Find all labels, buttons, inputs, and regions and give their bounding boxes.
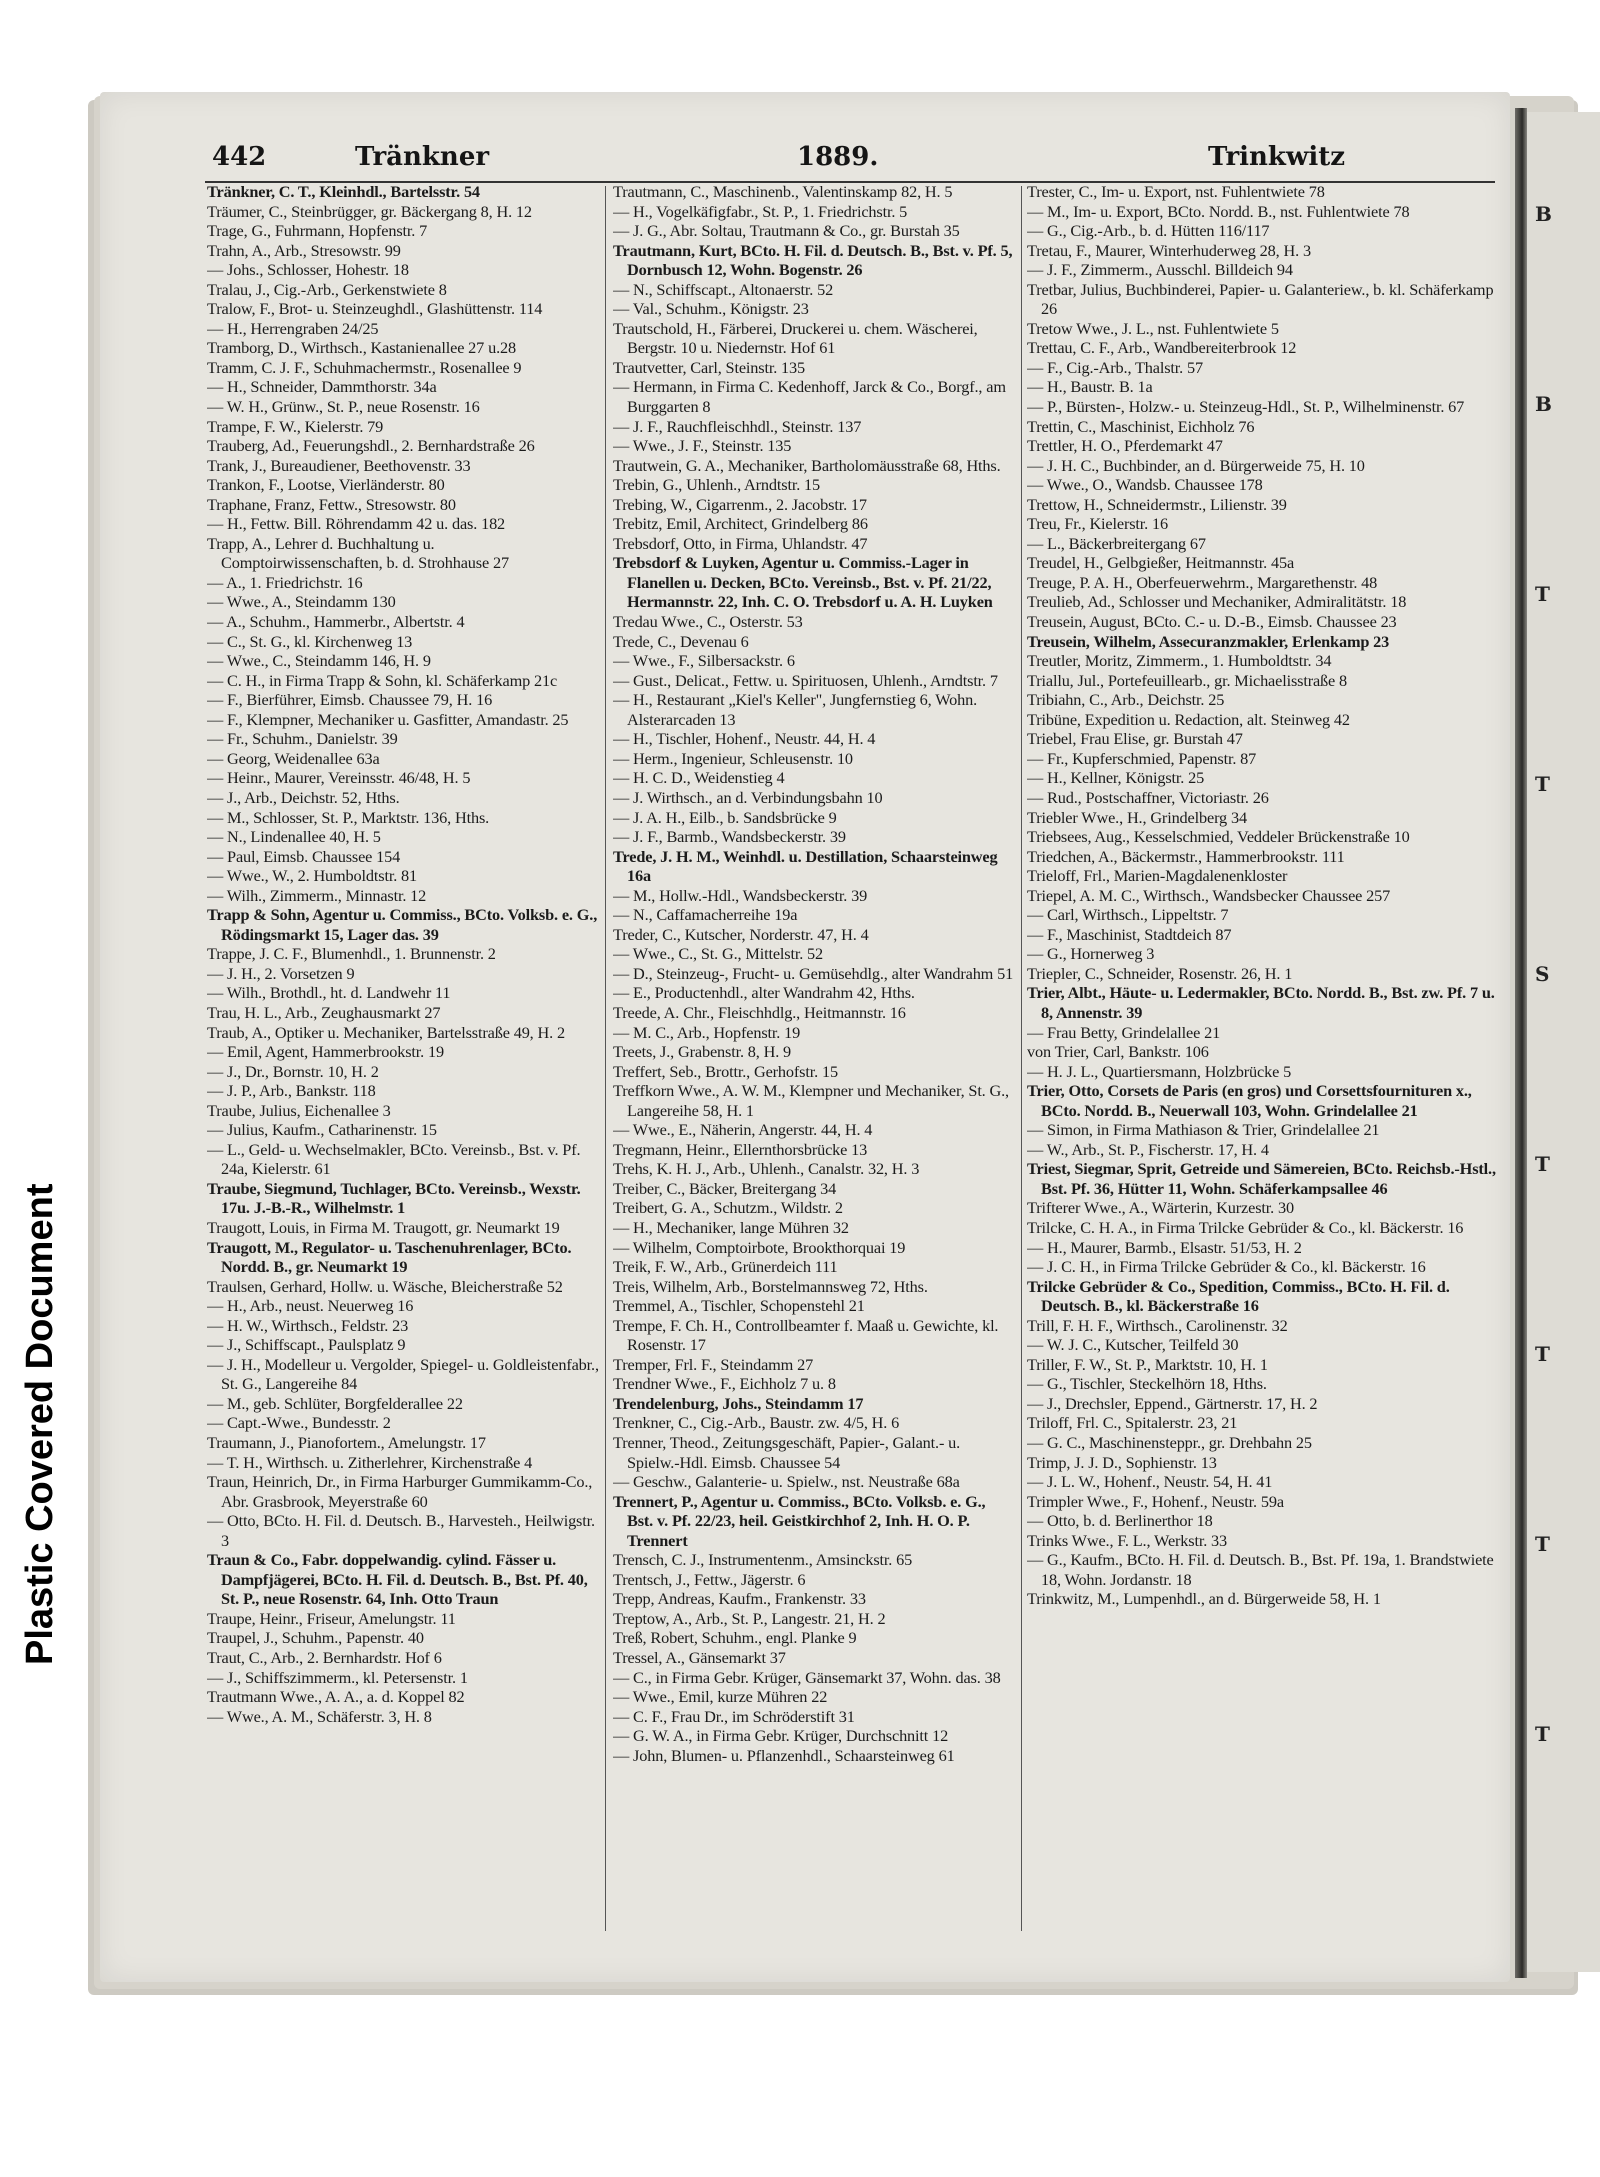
directory-entry: Trier, Albt., Häute- u. Ledermakler, BCto. Nordd. B., Bst. zw. Pf. 7 u. 8, Annenstr. 39 — [1027, 983, 1495, 1022]
directory-entry: — Rud., Postschaffner, Victoriastr. 26 — [1027, 787, 1269, 807]
directory-entry: Tregmann, Heinr., Ellernthorsbrücke 13 — [613, 1139, 868, 1159]
directory-entry: — Georg, Weidenallee 63a — [207, 748, 380, 768]
directory-entry: — J. F., Barmb., Wandsbeckerstr. 39 — [613, 827, 846, 847]
directory-entry: — J. H. C., Buchbinder, an d. Bürgerweide 75, H. 10 — [1027, 455, 1365, 475]
directory-entry: — Emil, Agent, Hammerbrookstr. 19 — [207, 1042, 444, 1062]
directory-entry: Triepel, A. M. C., Wirthsch., Wandsbecker Chaussee 257 — [1027, 885, 1391, 905]
directory-entry: — Otto, BCto. H. Fil. d. Deutsch. B., Harvesteh., Heilwigstr. 3 — [207, 1511, 595, 1550]
directory-entry: — G., Cig.-Arb., b. d. Hütten 116/117 — [1027, 221, 1270, 241]
directory-entry: — Wwe., J. F., Steinstr. 135 — [613, 436, 792, 456]
directory-entry: — F., Maschinist, Stadtdeich 87 — [1027, 924, 1232, 944]
directory-entry: — Wwe., Emil, kurze Mühren 22 — [613, 1687, 828, 1707]
facing-page-fragment: T — [1535, 1722, 1550, 1746]
directory-entry: — W. J. C., Kutscher, Teilfeld 30 — [1027, 1335, 1239, 1355]
directory-entry: Traupe, Heinr., Friseur, Amelungstr. 11 — [207, 1608, 456, 1628]
directory-column-2 — [613, 182, 1015, 1937]
directory-entry: — Heinr., Maurer, Vereinsstr. 46/48, H. 5 — [207, 768, 471, 788]
directory-entry: Tressel, A., Gänsemarkt 37 — [613, 1648, 786, 1668]
directory-entry: Trifterer Wwe., A., Wärterin, Kurzestr. 30 — [1027, 1198, 1294, 1218]
directory-entry: Tredau Wwe., C., Osterstr. 53 — [613, 612, 803, 632]
directory-entry: — N., Schiffscapt., Altonaerstr. 52 — [613, 279, 834, 299]
directory-entry: Trinks Wwe., F. L., Werkstr. 33 — [1027, 1530, 1228, 1550]
directory-entry: Tremper, Frl. F., Steindamm 27 — [613, 1354, 814, 1374]
directory-entry: — Wwe., C., Steindamm 146, H. 9 — [207, 651, 431, 671]
directory-entry: — J., Drechsler, Eppend., Gärtnerstr. 17, H. 2 — [1027, 1393, 1318, 1413]
directory-entry: — G. C., Maschinensteppr., gr. Drehbahn 25 — [1027, 1433, 1312, 1452]
directory-entry: — A., 1. Friedrichstr. 16 — [207, 572, 363, 592]
directory-entry: Traphane, Franz, Fettw., Stresowstr. 80 — [207, 494, 456, 514]
directory-entry: — J. H., 2. Vorsetzen 9 — [207, 963, 355, 983]
directory-entry: Triedchen, A., Bäckermstr., Hammerbrookstr. 111 — [1027, 846, 1345, 866]
directory-entry: — F., Bierführer, Eimsb. Chaussee 79, H. 16 — [207, 690, 493, 710]
directory-entry: — F., Cig.-Arb., Thalstr. 57 — [1027, 357, 1204, 377]
directory-entry: Traugott, Louis, in Firma M. Traugott, gr. Neumarkt 19 — [207, 1217, 560, 1237]
directory-entry: Treptow, A., Arb., St. P., Langestr. 21, H. 2 — [613, 1608, 886, 1628]
column-divider — [1021, 186, 1022, 1931]
directory-entry: Traupel, J., Schuhm., Papenstr. 40 — [207, 1628, 424, 1648]
directory-entry: Trendner Wwe., F., Eichholz 7 u. 8 — [613, 1374, 836, 1394]
directory-entry: Trebin, G., Uhlenh., Arndtstr. 15 — [613, 475, 821, 495]
directory-entry: — H., Kellner, Königstr. 25 — [1027, 768, 1205, 788]
directory-entry: — A., Schuhm., Hammerbr., Albertstr. 4 — [207, 612, 465, 632]
directory-column-1 — [207, 182, 599, 1937]
directory-entry: Trahn, A., Arb., Stresowstr. 99 — [207, 240, 401, 260]
directory-entry: Trank, J., Bureaudiener, Beethovenstr. 33 — [207, 455, 471, 475]
directory-entry: Treets, J., Grabenstr. 8, H. 9 — [613, 1042, 792, 1062]
directory-entry: — Wwe., E., Näherin, Angerstr. 44, H. 4 — [613, 1120, 873, 1140]
directory-entry: — H., Baustr. B. 1a — [1027, 377, 1153, 397]
directory-entry: — Simon, in Firma Mathiason & Trier, Grindelallee 21 — [1027, 1120, 1380, 1140]
directory-entry: — C. F., Frau Dr., im Schröderstift 31 — [613, 1706, 855, 1726]
directory-entry: Tremmel, A., Tischler, Schopenstehl 21 — [613, 1296, 865, 1316]
directory-entry: Trettin, C., Maschinist, Eichholz 76 — [1027, 416, 1255, 436]
facing-page-fragment: T — [1535, 1342, 1550, 1366]
facing-page-fragment: T — [1535, 772, 1550, 796]
directory-entry: Trampe, F. W., Kielerstr. 79 — [207, 416, 384, 436]
directory-entry: Tribiahn, C., Arb., Deichstr. 25 — [1027, 690, 1225, 710]
directory-entry: — H., Fettw. Bill. Röhrendamm 42 u. das. 182 — [207, 514, 506, 534]
directory-entry: Tralow, F., Brot- u. Steinzeughdl., Glashüttenstr. 114 — [207, 299, 543, 319]
directory-entry: — H. W., Wirthsch., Feldstr. 23 — [207, 1315, 409, 1335]
facing-page-fragment: B — [1535, 392, 1552, 416]
directory-entry: — Herm., Ingenieur, Schleusenstr. 10 — [613, 748, 853, 768]
directory-entry: Trier, Otto, Corsets de Paris (en gros) und Corsettsfournituren x., BCto. Nordd. B., Neuerwall 103, Wohn. Grindelallee 21 — [1027, 1081, 1472, 1120]
directory-entry: — Wilh., Brothdl., ht. d. Landwehr 11 — [207, 983, 451, 1003]
directory-entry: Tramm, C. J. F., Schuhmachermstr., Rosenallee 9 — [207, 357, 522, 377]
directory-entry: — Carl, Wirthsch., Lippeltstr. 7 — [1027, 905, 1229, 925]
directory-entry: — J., Schiffscapt., Paulsplatz 9 — [207, 1335, 406, 1355]
directory-entry: — W., Arb., St. P., Fischerstr. 17, H. 4 — [1027, 1139, 1269, 1159]
directory-entry: — G., Hornerweg 3 — [1027, 944, 1155, 964]
directory-entry: Trempe, F. Ch. H., Controllbeamter f. Maaß u. Gewichte, kl. Rosenstr. 17 — [613, 1315, 999, 1355]
directory-entry: — Julius, Kaufm., Catharinenstr. 15 — [207, 1120, 437, 1140]
directory-entry: — Wwe., A. M., Schäferstr. 3, H. 8 — [207, 1706, 432, 1726]
directory-entry: Treusein, Wilhelm, Assecuranzmakler, Erlenkamp 23 — [1027, 631, 1390, 651]
directory-entry: — Wwe., A., Steindamm 130 — [207, 592, 396, 612]
directory-entry: Trau, H. L., Arb., Zeughausmarkt 27 — [207, 1002, 441, 1022]
directory-entry: — Frau Betty, Grindelallee 21 — [1027, 1022, 1221, 1042]
directory-entry: — H., Maurer, Barmb., Elsastr. 51/53, H. 2 — [1027, 1237, 1302, 1257]
directory-entry: — G., Kaufm., BCto. H. Fil. d. Deutsch. B., Bst. Pf. 19a, 1. Brandstwiete 18, Wohn. Jordanstr. 18 — [1027, 1550, 1494, 1589]
directory-entry: — H. C. D., Weidenstieg 4 — [613, 768, 785, 788]
directory-entry: — H., Herrengraben 24/25 — [207, 318, 379, 338]
directory-entry: — H., Vogelkäfigfabr., St. P., 1. Friedrichstr. 5 — [613, 201, 908, 221]
directory-entry: — D., Steinzeug-, Frucht- u. Gemüsehdlg., alter Wandrahm 51 — [613, 963, 1014, 983]
directory-entry: Tretow Wwe., J. L., nst. Fuhlentwiete 5 — [1027, 318, 1279, 338]
directory-entry: Treik, F. W., Arb., Grünerdeich 111 — [613, 1257, 838, 1277]
directory-entry: Tretbar, Julius, Buchbinderei, Papier- u. Galanteriew., b. kl. Schäferkamp 26 — [1027, 279, 1494, 319]
directory-entry: — Wwe., O., Wandsb. Chaussee 178 — [1027, 475, 1263, 495]
plastic-covered-label-text: Plastic Covered Document — [19, 1183, 61, 1665]
directory-entry: — J., Dr., Bornstr. 10, H. 2 — [207, 1061, 379, 1081]
directory-entry: Traumann, J., Pianofortem., Amelungstr. 17 — [207, 1433, 486, 1452]
directory-entry: — Wwe., W., 2. Humboldtstr. 81 — [207, 866, 418, 886]
directory-entry: — Geschw., Galanterie- u. Spielw., nst. Neustraße 68a — [613, 1472, 960, 1492]
directory-entry: Treffert, Seb., Brottr., Gerhofstr. 15 — [613, 1061, 838, 1081]
directory-entry: Triebsees, Aug., Kesselschmied, Veddeler Brückenstraße 10 — [1027, 827, 1410, 847]
facing-page-fragment: S — [1535, 962, 1550, 986]
directory-entry: Trieloff, Frl., Marien-Magdalenenkloster — [1027, 866, 1288, 886]
directory-entry: Trenkner, C., Cig.-Arb., Baustr. zw. 4/5, H. 6 — [613, 1413, 900, 1433]
directory-entry: — H., Tischler, Hohenf., Neustr. 44, H. 4 — [613, 729, 876, 749]
directory-entry: — J. P., Arb., Bankstr. 118 — [207, 1081, 376, 1101]
directory-entry: — J. G., Abr. Soltau, Trautmann & Co., gr. Burstah 35 — [613, 221, 960, 241]
directory-entry: — John, Blumen- u. Pflanzenhdl., Schaarsteinweg 61 — [613, 1745, 955, 1765]
directory-entry: Trautmann Wwe., A. A., a. d. Koppel 82 — [207, 1687, 465, 1707]
directory-entry: Trede, J. H. M., Weinhdl. u. Destillation, Schaarsteinweg 16a — [613, 846, 998, 886]
directory-column-3 — [1027, 182, 1509, 1937]
facing-page-edge — [1527, 112, 1600, 1972]
directory-entry: — Gust., Delicat., Fettw. u. Spirituosen, Uhlenh., Arndtstr. 7 — [613, 670, 998, 690]
directory-entry: Trapp, A., Lehrer d. Buchhaltung u. Comptoirwissenschaften, b. d. Strohhause 27 — [207, 533, 509, 573]
directory-entry: Trester, C., Im- u. Export, nst. Fuhlentwiete 78 — [1027, 182, 1325, 201]
directory-entry: Triebler Wwe., H., Grindelberg 34 — [1027, 807, 1247, 827]
directory-entry: — M. C., Arb., Hopfenstr. 19 — [613, 1022, 801, 1042]
directory-entry: — M., geb. Schlüter, Borgfelderallee 22 — [207, 1393, 463, 1413]
directory-entry: Trebitz, Emil, Architect, Grindelberg 86 — [613, 514, 868, 534]
directory-entry: — Capt.-Wwe., Bundesstr. 2 — [207, 1413, 391, 1433]
directory-entry: — Wwe., C., St. G., Mittelstr. 52 — [613, 944, 824, 964]
directory-entry: — H., Mechaniker, lange Mühren 32 — [613, 1217, 849, 1237]
directory-entry: Trautvetter, Carl, Steinstr. 135 — [613, 357, 806, 377]
directory-entry: Trebing, W., Cigarrenm., 2. Jacobstr. 17 — [613, 494, 867, 514]
directory-entry: — Fr., Schuhm., Danielstr. 39 — [207, 729, 398, 749]
directory-entry: Traugott, M., Regulator- u. Taschenuhrenlager, BCto. Nordd. B., gr. Neumarkt 19 — [207, 1237, 572, 1277]
book-gutter — [1515, 108, 1527, 1978]
directory-entry: Triloff, Frl. C., Spitalerstr. 23, 21 — [1027, 1413, 1238, 1433]
header-year: 1889. — [797, 142, 879, 172]
directory-entry: — M., Im- u. Export, BCto. Nordd. B., nst. Fuhlentwiete 78 — [1027, 201, 1410, 221]
directory-entry: — C., in Firma Gebr. Krüger, Gänsemarkt 37, Wohn. das. 38 — [613, 1667, 1001, 1687]
directory-entry: Trilcke, C. H. A., in Firma Trilcke Gebrüder & Co., kl. Bäckerstr. 16 — [1027, 1217, 1464, 1237]
directory-entry: Trepp, Andreas, Kaufm., Frankenstr. 33 — [613, 1589, 866, 1609]
directory-entry: — Otto, b. d. Berlinerthor 18 — [1027, 1511, 1213, 1531]
directory-entry: — Paul, Eimsb. Chaussee 154 — [207, 846, 401, 866]
directory-entry: — Wwe., F., Silbersackstr. 6 — [613, 651, 795, 671]
column-divider — [605, 186, 606, 1931]
directory-entry: Trettler, H. O., Pferdemarkt 47 — [1027, 436, 1223, 456]
directory-entry: Trautmann, Kurt, BCto. H. Fil. d. Deutsch. B., Bst. v. Pf. 5, Dornbusch 12, Wohn. Bogenstr. 26 — [613, 240, 1013, 280]
directory-entry: — J., Arb., Deichstr. 52, Hths. — [207, 787, 400, 807]
directory-entry: — Fr., Kupferschmied, Papenstr. 87 — [1027, 748, 1257, 768]
directory-entry: Trettow, H., Schneidermstr., Lilienstr. 39 — [1027, 494, 1287, 514]
directory-entry: Trill, F. H. F., Wirthsch., Carolinenstr. 32 — [1027, 1315, 1288, 1335]
directory-entry: — J. A. H., Eilb., b. Sandsbrücke 9 — [613, 807, 837, 827]
directory-entry: — E., Productenhdl., alter Wandrahm 42, Hths. — [613, 983, 915, 1003]
directory-entry: Treuge, P. A. H., Oberfeuerwehrm., Margarethenstr. 48 — [1027, 572, 1378, 592]
directory-entry: — G. W. A., in Firma Gebr. Krüger, Durchschnitt 12 — [613, 1726, 949, 1746]
directory-entry: Trenner, Theod., Zeitungsgeschäft, Papier-, Galant.- u. Spielw.-Hdl. Eimsb. Chaussee 54 — [613, 1433, 961, 1472]
directory-entry: Treutler, Moritz, Zimmerm., 1. Humboldtstr. 34 — [1027, 651, 1332, 671]
directory-entry: — J. F., Zimmerm., Ausschl. Billdeich 94 — [1027, 260, 1293, 280]
facing-page-fragment: B — [1535, 202, 1552, 226]
directory-entry: Treis, Wilhelm, Arb., Borstelmannsweg 72, Hths. — [613, 1276, 928, 1296]
directory-entry: — J. H., Modelleur u. Vergolder, Spiegel- u. Goldleistenfabr., St. G., Langereihe 84 — [207, 1354, 599, 1394]
directory-entry: Traub, A., Optiker u. Mechaniker, Bartelsstraße 49, H. 2 — [207, 1022, 565, 1042]
directory-entry: von Trier, Carl, Bankstr. 106 — [1027, 1042, 1209, 1062]
directory-entry: — Val., Schuhm., Königstr. 23 — [613, 299, 809, 319]
directory-entry: Triebel, Frau Elise, gr. Burstah 47 — [1027, 729, 1243, 749]
directory-entry: Tramborg, D., Wirthsch., Kastanienallee 27 u.28 — [207, 338, 516, 358]
directory-entry: — M., Hollw.-Hdl., Wandsbeckerstr. 39 — [613, 885, 868, 905]
directory-entry: Trautwein, G. A., Mechaniker, Bartholomäusstraße 68, Hths. — [613, 455, 1001, 475]
directory-entry: Traun & Co., Fabr. doppelwandig. cylind. Fässer u. Dampfjägerei, BCto. H. Fil. d. Deutsch. B., Bst. Pf. 40, St. P., neue Rosenstr. 64, Inh. Otto Traun — [207, 1550, 588, 1609]
directory-entry: Trautschold, H., Färberei, Druckerei u. chem. Wäscherei, Bergstr. 10 u. Niedernstr. Hof 61 — [613, 318, 978, 358]
directory-entry: — W. H., Grünw., St. P., neue Rosenstr. 16 — [207, 397, 480, 417]
directory-entry: Trimpler Wwe., F., Hohenf., Neustr. 59a — [1027, 1491, 1284, 1511]
directory-entry: Tränkner, C. T., Kleinhdl., Bartelsstr. 54 — [207, 182, 480, 201]
directory-entry: Treß, Robert, Schuhm., engl. Planke 9 — [613, 1628, 857, 1648]
directory-entry: — Hermann, in Firma C. Kedenhoff, Jarck & Co., Borgf., am Burggarten 8 — [613, 377, 1006, 417]
directory-entry: — H. J. L., Quartiersmann, Holzbrücke 5 — [1027, 1061, 1292, 1081]
directory-entry: Treusein, August, BCto. C.- u. D.-B., Eimsb. Chaussee 23 — [1027, 612, 1397, 632]
page-number: 442 — [212, 142, 267, 172]
directory-entry: — T. H., Wirthsch. u. Zitherlehrer, Kirchenstraße 4 — [207, 1452, 533, 1472]
directory-entry: — L., Geld- u. Wechselmakler, BCto. Vereinsb., Bst. v. Pf. 24a, Kielerstr. 61 — [207, 1139, 581, 1179]
plastic-covered-label — [12, 1105, 72, 1665]
directory-entry: Trettau, C. F., Arb., Wandbereiterbrook 12 — [1027, 338, 1297, 358]
directory-entry: Traube, Siegmund, Tuchlager, BCto. Vereinsb., Wexstr. 17u. J.-B.-R., Wilhelmstr. 1 — [207, 1178, 581, 1218]
header-left-keyword: Tränkner — [355, 142, 490, 172]
directory-entry: — Wilh., Zimmerm., Minnastr. 12 — [207, 885, 427, 905]
directory-entry: — P., Bürsten-, Holzw.- u. Steinzeug-Hdl., St. P., Wilhelminenstr. 67 — [1027, 397, 1465, 417]
directory-entry: Treede, A. Chr., Fleischhdlg., Heitmannstr. 16 — [613, 1002, 906, 1022]
directory-entry: Trappe, J. C. F., Blumenhdl., 1. Brunnenstr. 2 — [207, 944, 496, 964]
directory-entry: — G., Tischler, Steckelhörn 18, Hths. — [1027, 1374, 1267, 1394]
header-right-keyword: Trinkwitz — [1208, 142, 1345, 172]
directory-entry: — J., Schiffszimmerm., kl. Petersenstr. 1 — [207, 1667, 468, 1687]
directory-entry: Treudel, H., Gelbgießer, Heitmannstr. 45a — [1027, 553, 1295, 573]
directory-entry: — Wilhelm, Comptoirbote, Brookthorquai 19 — [613, 1237, 906, 1257]
directory-entry: Tralau, J., Cig.-Arb., Gerkenstwiete 8 — [207, 279, 447, 299]
directory-entry: — L., Bäckerbreitergang 67 — [1027, 533, 1206, 553]
directory-entry: Triallu, Jul., Portefeuillearb., gr. Michaelisstraße 8 — [1027, 670, 1348, 690]
directory-entry: Trautmann, C., Maschinenb., Valentinskamp 82, H. 5 — [613, 182, 953, 201]
directory-entry: — J. Wirthsch., an d. Verbindungsbahn 10 — [613, 787, 883, 807]
directory-entry: — C. H., in Firma Trapp & Sohn, kl. Schäferkamp 21c — [207, 670, 558, 690]
directory-entry: Treu, Fr., Kielerstr. 16 — [1027, 514, 1168, 534]
directory-entry: — J. L. W., Hohenf., Neustr. 54, H. 41 — [1027, 1472, 1273, 1492]
directory-entry: Träumer, C., Steinbrügger, gr. Bäckergang 8, H. 12 — [207, 201, 532, 221]
facing-page-fragment: T — [1535, 582, 1550, 606]
directory-entry: — F., Klempner, Mechaniker u. Gasfitter, Amandastr. 25 — [207, 709, 569, 729]
directory-entry: Trennert, P., Agentur u. Commiss., BCto. Volksb. e. G., Bst. v. Pf. 22/23, heil. Geistkirchhof 2, Inh. H. O. P. Trennert — [613, 1491, 986, 1550]
directory-entry: Trilcke Gebrüder & Co., Spedition, Commiss., BCto. H. Fil. d. Deutsch. B., kl. Bäckerstraße 16 — [1027, 1276, 1450, 1316]
directory-entry: Tretau, F., Maurer, Winterhuderweg 28, H. 3 — [1027, 240, 1311, 260]
directory-entry: Treiber, C., Bäcker, Breitergang 34 — [613, 1178, 837, 1198]
directory-entry: Trebsdorf, Otto, in Firma, Uhlandstr. 47 — [613, 533, 868, 553]
directory-entry: — H., Restaurant „Kiel's Keller", Jungfernstieg 6, Wohn. Alsterarcaden 13 — [613, 690, 978, 729]
directory-entry: Trentsch, J., Fettw., Jägerstr. 6 — [613, 1569, 806, 1589]
directory-entry: Treibert, G. A., Schutzm., Wildstr. 2 — [613, 1198, 843, 1218]
directory-entry: Treffkorn Wwe., A. W. M., Klempner und Mechaniker, St. G., Langereihe 58, H. 1 — [613, 1081, 1009, 1120]
directory-entry: Trimp, J. J. D., Sophienstr. 13 — [1027, 1452, 1217, 1472]
directory-entry: Traun, Heinrich, Dr., in Firma Harburger Gummikamm-Co., Abr. Grasbrook, Meyerstraße 60 — [207, 1472, 593, 1511]
directory-entry: Trapp & Sohn, Agentur u. Commiss., BCto. Volksb. e. G., Rödingsmarkt 15, Lager das. 39 — [207, 905, 598, 944]
directory-entry: Triepler, C., Schneider, Rosenstr. 26, H. 1 — [1027, 963, 1293, 983]
directory-entry: — Johs., Schlosser, Hohestr. 18 — [207, 260, 409, 280]
directory-entry: — J. F., Rauchfleischhdl., Steinstr. 137 — [613, 416, 862, 436]
directory-entry: Trebsdorf & Luyken, Agentur u. Commiss.-Lager in Flanellen u. Decken, BCto. Vereinsb., Bst. v. Pf. 21/22, Hermannstr. 22, Inh. C. O. Trebsdorf u. A. H. Luyken — [613, 553, 993, 612]
directory-entry: — C., St. G., kl. Kirchenweg 13 — [207, 631, 413, 651]
directory-entry: Trage, G., Fuhrmann, Hopfenstr. 7 — [207, 221, 428, 241]
directory-entry: Traut, C., Arb., 2. Bernhardstr. Hof 6 — [207, 1648, 442, 1668]
directory-entry: Trinkwitz, M., Lumpenhdl., an d. Bürgerweide 58, H. 1 — [1027, 1589, 1381, 1609]
directory-entry: — N., Lindenallee 40, H. 5 — [207, 827, 381, 847]
directory-entry: — N., Caffamacherreihe 19a — [613, 905, 798, 925]
facing-page-fragment: T — [1535, 1532, 1550, 1556]
directory-entry: Trendelenburg, Johs., Steindamm 17 — [613, 1393, 864, 1413]
directory-entry: — J. C. H., in Firma Trilcke Gebrüder & Co., kl. Bäckerstr. 16 — [1027, 1257, 1426, 1277]
directory-entry: Trede, C., Devenau 6 — [613, 631, 749, 651]
directory-entry: — M., Schlosser, St. P., Marktstr. 136, Hths. — [207, 807, 490, 827]
directory-entry: Traulsen, Gerhard, Hollw. u. Wäsche, Bleicherstraße 52 — [207, 1276, 563, 1296]
directory-entry: Triest, Siegmar, Sprit, Getreide und Sämereien, BCto. Reichsb.-Hstl., Bst. Pf. 36, Hütter 11, Wohn. Schäferkampsallee 46 — [1027, 1159, 1496, 1198]
directory-entry: — H., Arb., neust. Neuerweg 16 — [207, 1296, 414, 1316]
directory-entry: Treulieb, Ad., Schlosser und Mechaniker, Admiralitätstr. 18 — [1027, 592, 1407, 612]
directory-entry: Trensch, C. J., Instrumentenm., Amsinckstr. 65 — [613, 1550, 913, 1570]
directory-entry: Trehs, K. H. J., Arb., Uhlenh., Canalstr. 32, H. 3 — [613, 1159, 920, 1179]
directory-entry: Trankon, F., Lootse, Vierländerstr. 80 — [207, 475, 445, 495]
directory-entry: Treder, C., Kutscher, Norderstr. 47, H. 4 — [613, 924, 869, 944]
directory-entry: Traube, Julius, Eichenallee 3 — [207, 1100, 391, 1120]
directory-entry: — H., Schneider, Dammthorstr. 34a — [207, 377, 437, 397]
directory-entry: Tribüne, Expedition u. Redaction, alt. Steinweg 42 — [1027, 709, 1350, 729]
directory-entry: Triller, F. W., St. P., Marktstr. 10, H. 1 — [1027, 1354, 1268, 1374]
page-header — [110, 142, 1508, 182]
directory-entry: Trauberg, Ad., Feuerungshdl., 2. Bernhardstraße 26 — [207, 436, 535, 456]
facing-page-fragment: T — [1535, 1152, 1550, 1176]
